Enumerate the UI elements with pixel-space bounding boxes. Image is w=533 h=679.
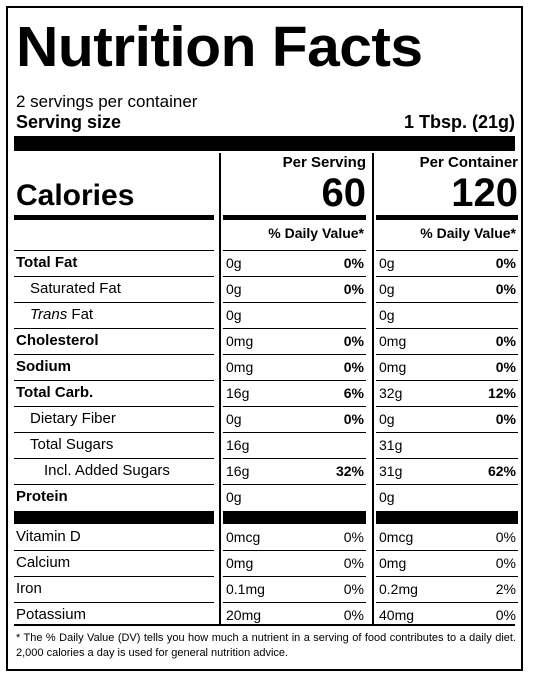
nutrient-row-divider-right (376, 458, 518, 459)
container-amount: 0g (379, 307, 395, 323)
nutrient-row-divider-left (14, 458, 214, 459)
nutrient-row-divider-mid (223, 328, 366, 329)
serving-amount: 0g (226, 489, 242, 505)
nutrient-row-divider-right (376, 406, 518, 407)
nutrient-name: Cholesterol (16, 332, 99, 349)
calories-per-serving: 60 (321, 171, 366, 215)
vitamin-row-divider-left (14, 550, 214, 551)
nutrient-row-divider-mid (223, 458, 366, 459)
container-amount: 40mg (379, 607, 415, 623)
container-amount: 0g (379, 281, 395, 297)
serving-daily-value: 0% (343, 411, 364, 427)
nutrient-name: Protein (16, 488, 68, 505)
vitamin-row-divider-right (376, 576, 518, 577)
nutrient-row-divider-mid (223, 432, 366, 433)
calories-per-container: 120 (451, 171, 518, 215)
serving-amount: 0g (226, 411, 242, 427)
container-amount: 0g (379, 255, 395, 271)
nutrient-row-divider-right (376, 354, 518, 355)
calories-divider-right (376, 215, 518, 220)
serving-daily-value: 0% (343, 529, 364, 545)
serving-amount: 16g (226, 385, 250, 401)
container-amount: 0mg (379, 333, 407, 349)
nutrient-row-divider-mid (223, 380, 366, 381)
per-serving-header: Per Serving (282, 154, 366, 171)
vitamin-row-divider-mid (223, 576, 366, 577)
vitamin-row-divider-right (376, 602, 518, 603)
serving-amount: 0.1mg (226, 581, 265, 597)
vitamin-row-divider-mid (223, 602, 366, 603)
serving-amount: 0mcg (226, 529, 261, 545)
container-daily-value: 12% (487, 385, 516, 401)
nutrient-row-divider-left (14, 302, 214, 303)
nutrient-name: Sodium (16, 358, 71, 375)
container-amount: 0g (379, 411, 395, 427)
nutrient-name: Calcium (16, 554, 71, 571)
nutrient-name: Total Sugars (30, 436, 114, 453)
container-amount: 32g (379, 385, 403, 401)
nutrient-row-divider-right (376, 328, 518, 329)
nutrient-name: Iron (16, 580, 42, 597)
nutrient-row-divider-mid (223, 484, 366, 485)
container-amount: 0mcg (379, 529, 414, 545)
container-daily-value: 0% (495, 607, 516, 623)
daily-value-header-serving: % Daily Value* (268, 225, 364, 241)
serving-daily-value: 0% (343, 255, 364, 271)
container-amount: 31g (379, 463, 403, 479)
container-daily-value: 0% (495, 281, 516, 297)
container-daily-value: 0% (495, 255, 516, 271)
nutrient-name-italic: Trans (30, 306, 68, 323)
container-amount: 0mg (379, 555, 407, 571)
vitamin-row-divider-right (376, 550, 518, 551)
serving-amount: 0mg (226, 359, 254, 375)
serving-amount: 0g (226, 281, 242, 297)
container-daily-value: 0% (495, 555, 516, 571)
nutrient-row-divider-right (376, 432, 518, 433)
container-daily-value: 0% (495, 333, 516, 349)
nutrient-row-divider-left (14, 354, 214, 355)
vitamin-row-divider-left (14, 576, 214, 577)
container-daily-value: 2% (495, 581, 516, 597)
nutrient-row-divider-mid (223, 354, 366, 355)
serving-amount: 0mg (226, 555, 254, 571)
container-daily-value: 62% (487, 463, 516, 479)
thick-divider-vitamins-mid (223, 511, 366, 524)
container-amount: 0g (379, 489, 395, 505)
serving-daily-value: 0% (343, 581, 364, 597)
daily-value-footnote: * The % Daily Value (DV) tells you how much a nutrient in a serving of food contributes to a daily diet. 2,000 calories a day is used for general nutrition advice. (16, 632, 516, 659)
nutrient-name: Potassium (16, 606, 87, 623)
container-amount: 31g (379, 437, 403, 453)
column-divider-container (372, 153, 374, 626)
serving-amount: 20mg (226, 607, 262, 623)
serving-daily-value: 32% (335, 463, 364, 479)
label-title: Nutrition Facts (16, 15, 423, 79)
calories-divider-left (14, 215, 214, 220)
column-divider-serving (219, 153, 221, 626)
container-daily-value: 0% (495, 529, 516, 545)
nutrient-row-divider-left (14, 276, 214, 277)
calories-divider-mid (223, 215, 366, 220)
nutrient-name: Saturated Fat (30, 280, 121, 297)
serving-amount: 0g (226, 307, 242, 323)
nutrient-row-divider-right (376, 276, 518, 277)
nutrition-facts-label (6, 6, 523, 671)
nutrient-row-divider-left (14, 328, 214, 329)
nutrient-name: Total Fat (16, 254, 78, 271)
nutrient-row-divider-right (376, 302, 518, 303)
thick-divider-top (14, 136, 515, 151)
thick-divider-vitamins-left (14, 511, 214, 524)
header-divider-mid (223, 250, 366, 251)
serving-daily-value: 0% (343, 555, 364, 571)
servings-per-container: 2 servings per container (16, 92, 198, 111)
header-divider-left (14, 250, 214, 251)
nutrient-row-divider-left (14, 432, 214, 433)
nutrient-row-divider-right (376, 380, 518, 381)
nutrient-name: Vitamin D (16, 528, 81, 545)
nutrient-name: Incl. Added Sugars (44, 462, 170, 479)
serving-daily-value: 0% (343, 333, 364, 349)
vitamin-row-divider-left (14, 602, 214, 603)
serving-amount: 0mg (226, 333, 254, 349)
serving-size-label: Serving size (16, 112, 122, 132)
container-amount: 0.2mg (379, 581, 418, 597)
serving-daily-value: 0% (343, 281, 364, 297)
serving-size-value: 1 Tbsp. (21g) (403, 112, 515, 132)
serving-amount: 0g (226, 255, 242, 271)
per-container-header: Per Container (419, 154, 518, 171)
nutrient-row-divider-mid (223, 406, 366, 407)
serving-daily-value: 6% (343, 385, 364, 401)
nutrient-row-divider-mid (223, 276, 366, 277)
nutrient-row-divider-left (14, 406, 214, 407)
container-amount: 0mg (379, 359, 407, 375)
nutrient-name-rest: Fat (67, 306, 94, 323)
nutrient-row-divider-left (14, 484, 214, 485)
nutrient-row-divider-left (14, 380, 214, 381)
vitamin-row-divider-mid (223, 550, 366, 551)
serving-daily-value: 0% (343, 607, 364, 623)
nutrient-name: Dietary Fiber (30, 410, 116, 427)
header-divider-right (376, 250, 518, 251)
thick-divider-vitamins-right (376, 511, 518, 524)
container-daily-value: 0% (495, 359, 516, 375)
footnote-divider (14, 624, 515, 626)
serving-amount: 16g (226, 437, 250, 453)
nutrient-row-divider-mid (223, 302, 366, 303)
container-daily-value: 0% (495, 411, 516, 427)
nutrient-name: Total Carb. (16, 384, 94, 401)
serving-amount: 16g (226, 463, 250, 479)
calories-label: Calories (16, 179, 135, 212)
nutrient-name (30, 305, 93, 325)
nutrient-row-divider-right (376, 484, 518, 485)
serving-daily-value: 0% (343, 359, 364, 375)
daily-value-header-container: % Daily Value* (420, 225, 516, 241)
